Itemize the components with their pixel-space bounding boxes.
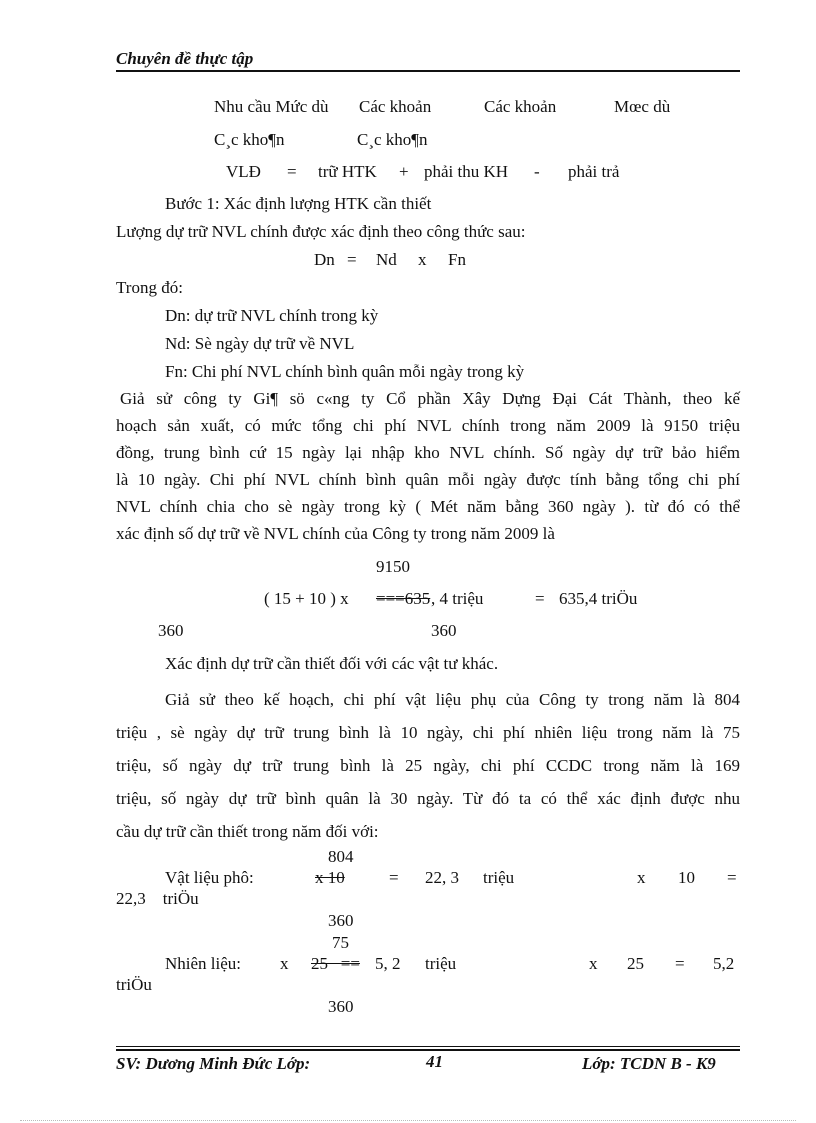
other-materials-line: Xác định dự trữ cần thiết đối với các vật tư khác.: [165, 654, 499, 673]
vlp-unit: triệu: [483, 868, 515, 887]
calc1-den-left: 360: [158, 621, 184, 640]
main-formula-x: x: [418, 250, 427, 269]
para1-line: Giả sử công ty Gi¶ sö c«ng ty Cổ phần Xây Dựng Đại Cát Thành, theo kế: [120, 389, 740, 408]
main-formula-dn: Dn: [314, 250, 335, 269]
page-header-title: Chuyên đề thực tập: [116, 49, 254, 68]
nl-days: 25: [627, 954, 644, 973]
formula-r1-d: Mœc dù: [614, 97, 671, 116]
footer-class: Lớp: TCDN B - K9: [582, 1054, 716, 1073]
para1-line: NVL chính chia cho sè ngày trong kỳ ( Mét năm bằng 360 ngày ). từ đó có thể: [116, 497, 740, 516]
formula-r1-b: Các khoản: [359, 97, 432, 116]
formula-r1-c: Các khoản: [484, 97, 557, 116]
calc1-fraction-bar: ===635: [376, 589, 431, 608]
nl-res: 5,2: [713, 954, 735, 973]
formula-r3-htk: trữ HTK: [318, 162, 377, 181]
vlp-eq: =: [389, 868, 399, 887]
para2-line: triệu, số ngày dự trữ trung bình là 25 ngày, chi phí CCDC trong năm là 169: [116, 756, 740, 775]
vlp-eq2: =: [727, 868, 737, 887]
step1-heading: Bước 1: Xác định lượng HTK cần thiết: [165, 194, 432, 213]
formula-r3-minus: -: [534, 162, 540, 181]
vlp-value: 22, 3: [425, 868, 459, 887]
para2-line: cầu dự trữ cần thiết trong năm đối với:: [116, 822, 379, 841]
footer-rule-bottom: [116, 1049, 740, 1051]
vlp-numerator: 804: [328, 847, 354, 866]
footer-author: SV: Dương Minh Đức Lớp:: [116, 1054, 311, 1073]
def-nd: Nd: Sè ngày dự trữ về NVL: [165, 334, 355, 353]
formula-r3-plus: +: [399, 162, 409, 181]
para2-line: Giả sử theo kế hoạch, chi phí vật liệu phụ của Công ty trong năm là 804: [165, 690, 740, 709]
para1-line: hoạch sản xuất, có mức tổng chi phí NVL chính trong năm 2009 là 9150 triệu: [116, 416, 740, 435]
formula-r2-b: C¸c kho¶n: [357, 130, 428, 149]
nl-numerator: 75: [332, 933, 349, 952]
vlp-fraction-bar: x 10: [315, 868, 345, 887]
main-formula-fn: Fn: [448, 250, 466, 269]
main-formula-nd: Nd: [376, 250, 397, 269]
vlp-days: 10: [678, 868, 695, 887]
nl-unit: triệu: [425, 954, 457, 973]
vlp-denominator: 360: [328, 911, 354, 930]
calc1-result: 635,4 triÖu: [559, 589, 638, 608]
intro-line: Lượng dự trữ NVL chính được xác định theo công thức sau:: [116, 222, 526, 241]
where-label: Trong đó:: [116, 278, 183, 297]
formula-r1-a: Nhu cầu Mức dù: [214, 97, 329, 116]
formula-r3-vld: VLĐ: [226, 162, 261, 181]
vlp-result: 22,3 triÖu: [116, 889, 199, 908]
para2-line: triệu, số ngày dự trữ bình quân là 30 ngày. Từ đó ta có thể xác định được nhu: [116, 789, 740, 808]
calc1-lhs: ( 15 + 10 ) x: [264, 589, 349, 608]
calc1-after: , 4 triệu: [431, 589, 484, 608]
calc1-eq: =: [535, 589, 545, 608]
formula-r3-kh: phải thu KH: [424, 162, 509, 181]
main-formula-eq: =: [347, 250, 357, 269]
para1-line: đồng, trung bình cứ 15 ngày lại nhập kho NVL chính. Số ngày dự trữ bảo hiểm: [116, 443, 740, 462]
para1-line: là 10 ngày. Chi phí NVL chính bình quân mỗi ngày được tính bằng tổng chi phí: [116, 470, 740, 489]
def-fn: Fn: Chi phí NVL chính bình quân mỗi ngày trong kỳ: [165, 362, 525, 381]
para1-line: xác định số dự trữ về NVL chính của Công ty trong năm 2009 là: [116, 524, 555, 543]
nl-x: x: [589, 954, 598, 973]
formula-r3-eq: =: [287, 162, 297, 181]
calc1-den-mid: 360: [431, 621, 457, 640]
para2-line: triệu , sè ngày dự trữ trung bình là 10 ngày, chi phí nhiên liệu trong năm là 75: [116, 723, 740, 742]
nl-eq2: =: [675, 954, 685, 973]
page-number: 41: [426, 1052, 443, 1071]
nl-label: Nhiên liệu:: [165, 954, 242, 973]
formula-r2-a: C¸c kho¶n: [214, 130, 285, 149]
header-rule: [116, 70, 740, 72]
vlp-label: Vật liệu phô:: [165, 868, 254, 887]
calc1-numerator: 9150: [376, 557, 410, 576]
vlp-x: x: [637, 868, 646, 887]
nl-x1: x: [280, 954, 289, 973]
footer-rule-top: [116, 1046, 740, 1047]
nl-denominator: 360: [328, 997, 354, 1016]
nl-value: 5, 2: [375, 954, 401, 973]
def-dn: Dn: dự trữ NVL chính trong kỳ: [165, 306, 379, 325]
nl-result-unit: triÖu: [116, 975, 152, 994]
nl-fraction-bar: 25 ==: [311, 954, 360, 973]
formula-r3-tra: phải trả: [568, 162, 620, 181]
page-edge-dots: [20, 1120, 796, 1121]
